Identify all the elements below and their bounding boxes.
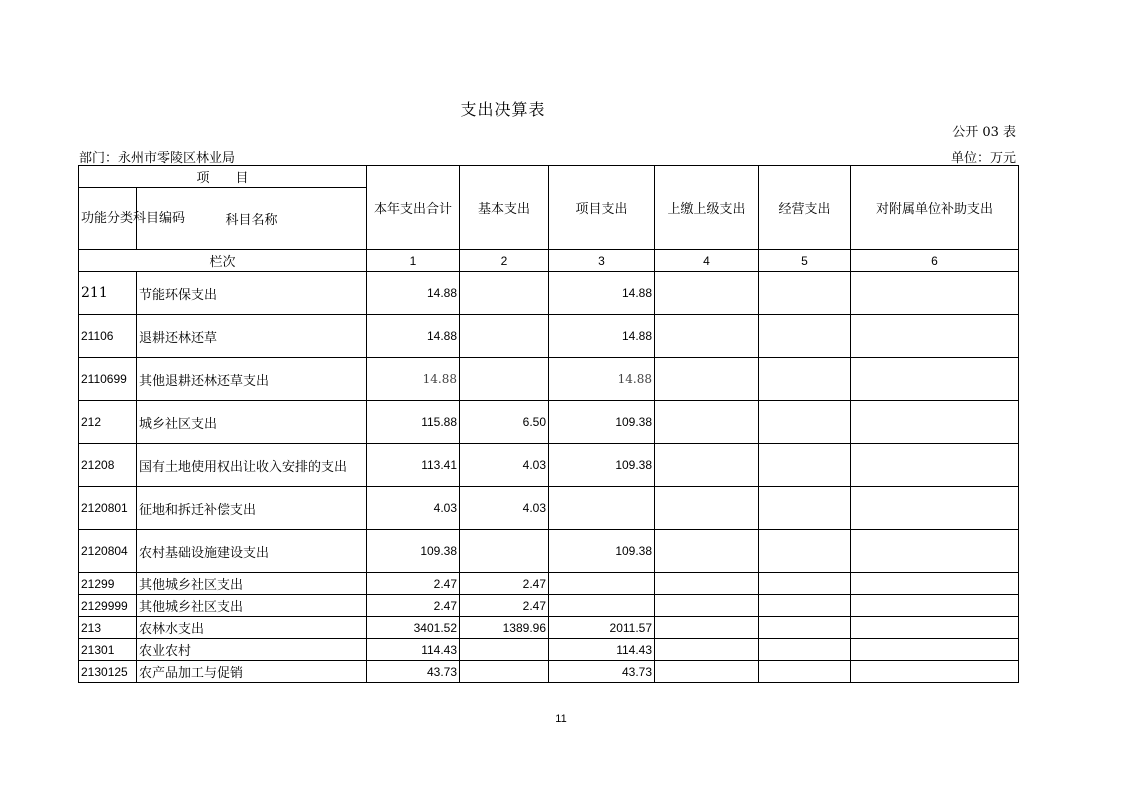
cell-basic: 6.50 (460, 401, 549, 444)
cell-basic: 4.03 (460, 487, 549, 530)
col-index-1: 1 (367, 250, 460, 272)
cell-business (759, 444, 851, 487)
cell-basic (460, 358, 549, 401)
cell-total: 115.88 (367, 401, 460, 444)
unit-label: 单位：万元 (950, 151, 1016, 166)
cell-subsidy (851, 661, 1019, 683)
cell-name: 农业农村 (137, 639, 367, 661)
cell-basic: 2.47 (460, 595, 549, 617)
cell-upper (655, 401, 759, 444)
cell-business (759, 272, 851, 315)
cell-upper (655, 444, 759, 487)
cell-business (759, 639, 851, 661)
cell-name: 退耕还林还草 (137, 315, 367, 358)
cell-total: 43.73 (367, 661, 460, 683)
cell-basic: 1389.96 (460, 617, 549, 639)
cell-code: 2130125 (79, 661, 137, 683)
cell-total: 14.88 (367, 272, 460, 315)
header-col-subsidy: 对附属单位补助支出 (851, 166, 1019, 250)
cell-business (759, 358, 851, 401)
cell-project (549, 595, 655, 617)
cell-code: 21299 (79, 573, 137, 595)
cell-subsidy (851, 573, 1019, 595)
cell-upper (655, 573, 759, 595)
cell-project: 14.88 (549, 358, 655, 401)
cell-upper (655, 272, 759, 315)
cell-subsidy (851, 272, 1019, 315)
table-row (79, 272, 1019, 315)
cell-upper (655, 358, 759, 401)
cell-name: 农村基础设施建设支出 (137, 530, 367, 573)
header-subject-name: 科目名称 (137, 188, 367, 250)
header-col-basic: 基本支出 (460, 166, 549, 250)
table-row (79, 639, 1019, 661)
cell-upper (655, 530, 759, 573)
cell-subsidy (851, 315, 1019, 358)
cell-subsidy (851, 401, 1019, 444)
cell-name: 其他城乡社区支出 (137, 573, 367, 595)
cell-basic (460, 639, 549, 661)
form-number: 公开 03 表 (952, 125, 1016, 140)
page-number: 11 (555, 713, 567, 725)
header-row-label: 栏次 (79, 250, 367, 272)
header-col-business: 经营支出 (759, 166, 851, 250)
cell-code: 21208 (79, 444, 137, 487)
table-row (79, 573, 1019, 595)
cell-business (759, 617, 851, 639)
cell-business (759, 315, 851, 358)
cell-project: 43.73 (549, 661, 655, 683)
cell-total: 113.41 (367, 444, 460, 487)
cell-business (759, 573, 851, 595)
header-project: 项 目 (79, 166, 367, 188)
header-col-project: 项目支出 (549, 166, 655, 250)
cell-basic: 4.03 (460, 444, 549, 487)
cell-total: 114.43 (367, 639, 460, 661)
cell-name: 节能环保支出 (137, 272, 367, 315)
cell-total: 2.47 (367, 595, 460, 617)
table-row (79, 315, 1019, 358)
cell-basic (460, 530, 549, 573)
cell-name: 其他退耕还林还草支出 (137, 358, 367, 401)
cell-total: 3401.52 (367, 617, 460, 639)
col-index-5: 5 (759, 250, 851, 272)
cell-code: 2110699 (79, 358, 137, 401)
cell-project (549, 487, 655, 530)
cell-project: 109.38 (549, 530, 655, 573)
cell-business (759, 595, 851, 617)
cell-upper (655, 661, 759, 683)
cell-code: 2120801 (79, 487, 137, 530)
header-col-total: 本年支出合计 (367, 166, 460, 250)
header-func-code: 功能分类科目编码 (79, 188, 137, 250)
cell-project: 109.38 (549, 444, 655, 487)
table-row (79, 444, 1019, 487)
cell-code: 2120804 (79, 530, 137, 573)
cell-name: 国有土地使用权出让收入安排的支出 (137, 444, 367, 487)
cell-name: 征地和拆迁补偿支出 (137, 487, 367, 530)
cell-name: 城乡社区支出 (137, 401, 367, 444)
cell-basic (460, 661, 549, 683)
cell-subsidy (851, 444, 1019, 487)
cell-basic (460, 315, 549, 358)
cell-code: 21301 (79, 639, 137, 661)
cell-code: 212 (79, 401, 137, 444)
cell-project: 109.38 (549, 401, 655, 444)
cell-total: 14.88 (367, 315, 460, 358)
cell-project: 114.43 (549, 639, 655, 661)
cell-upper (655, 617, 759, 639)
cell-upper (655, 595, 759, 617)
cell-total: 109.38 (367, 530, 460, 573)
cell-business (759, 401, 851, 444)
cell-basic: 2.47 (460, 573, 549, 595)
cell-total: 14.88 (367, 358, 460, 401)
cell-subsidy (851, 595, 1019, 617)
col-index-4: 4 (655, 250, 759, 272)
cell-project (549, 573, 655, 595)
table-row (79, 401, 1019, 444)
table-row (79, 661, 1019, 683)
col-index-3: 3 (549, 250, 655, 272)
table-row (79, 595, 1019, 617)
cell-upper (655, 487, 759, 530)
cell-name: 农林水支出 (137, 617, 367, 639)
cell-total: 2.47 (367, 573, 460, 595)
page-title: 支出决算表 (460, 100, 546, 119)
cell-code: 21106 (79, 315, 137, 358)
cell-total: 4.03 (367, 487, 460, 530)
department-label: 部门：永州市零陵区林业局 (79, 151, 236, 166)
cell-basic (460, 272, 549, 315)
table-row (79, 358, 1019, 401)
cell-subsidy (851, 487, 1019, 530)
cell-subsidy (851, 617, 1019, 639)
cell-business (759, 487, 851, 530)
cell-upper (655, 639, 759, 661)
cell-name: 农产品加工与促销 (137, 661, 367, 683)
cell-project: 2011.57 (549, 617, 655, 639)
table-row (79, 617, 1019, 639)
cell-code: 211 (79, 272, 137, 315)
col-index-6: 6 (851, 250, 1019, 272)
cell-business (759, 530, 851, 573)
cell-subsidy (851, 358, 1019, 401)
table-row (79, 530, 1019, 573)
cell-subsidy (851, 639, 1019, 661)
cell-name: 其他城乡社区支出 (137, 595, 367, 617)
cell-business (759, 661, 851, 683)
col-index-2: 2 (460, 250, 549, 272)
header-col-upper: 上缴上级支出 (655, 166, 759, 250)
table-row (79, 487, 1019, 530)
cell-code: 213 (79, 617, 137, 639)
cell-upper (655, 315, 759, 358)
cell-project: 14.88 (549, 272, 655, 315)
expenditure-table (78, 165, 1019, 683)
cell-subsidy (851, 530, 1019, 573)
cell-code: 2129999 (79, 595, 137, 617)
cell-project: 14.88 (549, 315, 655, 358)
